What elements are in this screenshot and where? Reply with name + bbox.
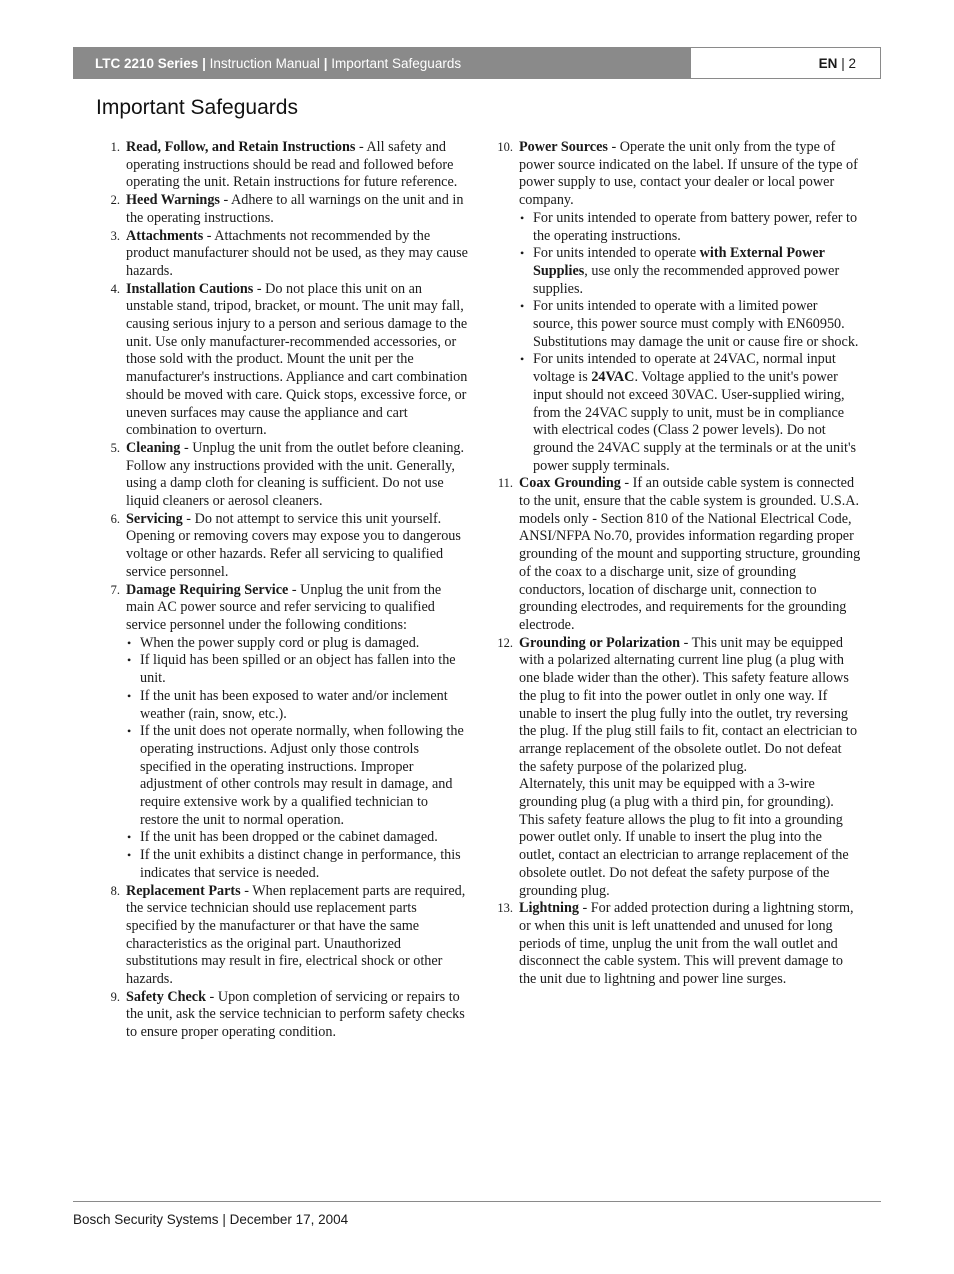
item-term: Installation Cautions (126, 280, 254, 297)
item-text: - Attachments not recommended by the product manufacturer should not be used, as they may cause hazards. (126, 227, 468, 279)
safeguard-item-8 (96, 883, 468, 989)
power-source-text: For units intended to operate at 24VAC, normal input voltage is (533, 351, 836, 386)
item-term: Replacement Parts (126, 882, 241, 899)
item-number: 1. (110, 140, 120, 154)
safeguard-item-13 (489, 900, 861, 989)
header-separator-1: | (202, 55, 206, 71)
safeguard-item-2 (96, 192, 468, 227)
item-number: 4. (110, 281, 120, 296)
header-manual: Instruction Manual (209, 55, 320, 71)
item-text: - This unit may be equipped with a polarized alternating current line plug (a plug with one blade wider than the other). This safety feature allows the plug to fit into the power outlet in only one way. If unable to insert the plug fully into the outlet, try reversing the plug. If the plug still fails to fit, contact an electrician to arrange replacement of the obsolete outlet. Do not defeat the safety purpose of the polarized plug. (519, 634, 858, 775)
condition-item: • If the unit has been dropped or the cabinet damaged. (126, 829, 468, 847)
safeguard-item-6 (96, 511, 468, 582)
page-title: Important Safeguards (96, 96, 298, 119)
power-source-text: . Voltage applied to the unit's power input should not exceed 30VAC. User-supplied wiring, from the 24VAC supply to unit, must be in compliance with electrical codes (Class 2 power levels). Do not ground the 24VAC supply at the terminals or at the unit's power supply terminals. (533, 369, 857, 474)
footer-company: Bosch Security Systems (73, 1212, 219, 1227)
item-term: Power Sources (519, 139, 608, 155)
condition-item: • If the unit has been exposed to water and/or inclement weather (rain, snow, etc.). (126, 688, 468, 723)
header-separator-3: | (841, 55, 845, 71)
footer-date: December 17, 2004 (229, 1212, 349, 1227)
item-text: - Operate the unit only from the type of power source indicated on the label. If unsure of the type of power supply to use, contact your dealer or local power company. (519, 139, 858, 209)
power-source-item: • For units intended to operate with a limited power source, this power source must comply with EN60950. Substitutions may damage the unit or cause fire or shock. (519, 298, 861, 351)
item-term: Read, Follow, and Retain Instructions (126, 139, 356, 155)
item-term: Coax Grounding (519, 475, 621, 492)
condition-list (126, 635, 468, 883)
item-number: 11. (497, 476, 513, 491)
item-term: Attachments (126, 227, 204, 244)
item-text-continued: Alternately, this unit may be equipped with a 3-wire grounding plug (a plug with a third pin, for grounding). This safety feature allows the plug to fit into a grounding power outlet only. If unable to insert the plug into the outlet, contact an electrician to arrange replacement of the obsolete outlet. Do not defeat the safety purpose of the grounding plug. (519, 776, 849, 899)
power-source-emphasis: with External Power Supplies (533, 245, 825, 279)
safeguard-item-4 (96, 281, 468, 440)
condition-item: • If liquid has been spilled or an object has fallen into the unit. (126, 652, 468, 687)
header-page-number: 2 (848, 55, 856, 71)
safeguard-item-9 (96, 989, 468, 1042)
item-text: - Do not attempt to service this unit yourself. Opening or removing covers may expose you to dangerous voltage or other hazards. Refer all servicing to qualified service personnel. (126, 510, 461, 580)
footer-separator: | (222, 1212, 226, 1227)
item-number: 7. (110, 582, 120, 597)
right-column (489, 139, 861, 989)
item-text: - Unplug the unit from the outlet before cleaning. Follow any instructions provided with the unit. Generally, using a damp cloth for cleaning is sufficient. Do not use liquid cleaners or aerosol cleaners. (126, 439, 465, 510)
item-number: 12. (497, 635, 513, 650)
item-term: Servicing (126, 510, 183, 527)
page-header (73, 47, 881, 79)
item-number: 9. (110, 989, 120, 1004)
header-page-box (691, 47, 881, 79)
item-number: 5. (110, 440, 120, 455)
power-source-item (519, 351, 861, 475)
condition-item: • If the unit exhibits a distinct change in performance, this indicates that service is needed. (126, 847, 468, 882)
safeguard-item-12 (489, 635, 861, 901)
item-text: - When replacement parts are required, the service technician should use replacement parts specified by the manufacturer or that have the same characteristics as the original part. Unauthorized substitutions may result in fire, electrical shock or other hazards. (126, 882, 466, 988)
condition-item: • When the power supply cord or plug is damaged. (126, 635, 468, 653)
safeguard-item-5 (96, 440, 468, 511)
item-number: 3. (110, 228, 120, 243)
safeguard-item-11 (489, 475, 861, 634)
item-text: - Upon completion of servicing or repairs to the unit, ask the service technician to perform safety checks to ensure proper operating condition. (126, 988, 465, 1041)
item-number: 13. (497, 901, 513, 916)
item-term: Cleaning (126, 439, 181, 456)
item-number: 8. (110, 883, 120, 898)
power-source-emphasis: 24VAC (591, 369, 635, 386)
power-source-item (519, 245, 861, 298)
header-section: Important Safeguards (331, 55, 462, 71)
power-source-text: , use only the recommended approved power supplies. (533, 262, 840, 297)
power-source-item: • For units intended to operate from battery power, refer to the operating instructions. (519, 210, 861, 245)
header-language: EN (818, 55, 838, 71)
item-text: - If an outside cable system is connected to the unit, ensure that the cable system is grounded. U.S.A. models only - Section 810 of the National Electrical Code, ANSI/NFPA No.70, provides information regarding proper grounding of the mount and supporting structure, grounding of the coax to a discharge unit, size of grounding conductors, location of discharge unit, connection to grounding electrodes, and requirements for the grounding electrode. (519, 475, 861, 633)
item-text: - Do not place this unit on an unstable stand, tripod, bracket, or mount. The unit may fall, causing serious injury to a person and serious damage to the unit. Use only manufacturer-recommended accessories, or those sold with the product. Mount the unit per the manufacturer's instructions. Appliance and cart combination should be moved with care. Quick stops, excessive force, or uneven surfaces may cause the appliance and cart combination to overturn. (126, 280, 468, 439)
header-title-bar (73, 47, 691, 79)
condition-item: • If the unit does not operate normally, when following the operating instructions. Adjust only those controls specified in the operating instructions. Improper adjustment of other controls may result in damage, and require extensive work by a qualified technician to restore the unit to normal operation. (126, 723, 468, 829)
safeguard-item-10 (489, 139, 861, 475)
header-series: LTC 2210 Series (95, 55, 199, 71)
safeguard-item-3 (96, 228, 468, 281)
item-term: Lightning (519, 900, 579, 917)
item-text: - Adhere to all warnings on the unit and in the operating instructions. (126, 192, 464, 226)
safeguard-item-7 (96, 582, 468, 883)
item-term: Heed Warnings (126, 192, 220, 209)
item-text: - Unplug the unit from the main AC power source and refer servicing to qualified service personnel under the following conditions: (126, 581, 442, 633)
item-text: - For added protection during a lightning storm, or when this unit is left unattended and unused for long periods of time, unplug the unit from the wall outlet and disconnect the cable system. This will prevent damage to the unit due to lightning and power line surges. (519, 900, 854, 988)
item-term: Grounding or Polarization (519, 634, 681, 651)
item-number: 6. (110, 511, 120, 526)
item-term: Safety Check (126, 988, 206, 1005)
item-term: Damage Requiring Service (126, 581, 289, 598)
safeguard-item-1 (96, 139, 468, 192)
left-column (96, 139, 468, 1042)
power-source-list (519, 210, 861, 476)
header-separator-2: | (323, 55, 328, 71)
item-number: 2. (110, 193, 120, 208)
item-text: - All safety and operating instructions should be read and followed before operating the unit. Retain instructions for future reference. (126, 139, 458, 191)
page-footer (73, 1212, 348, 1227)
item-number: 10. (497, 140, 513, 154)
footer-divider (73, 1201, 881, 1202)
power-source-text: For units intended to operate (533, 245, 700, 262)
